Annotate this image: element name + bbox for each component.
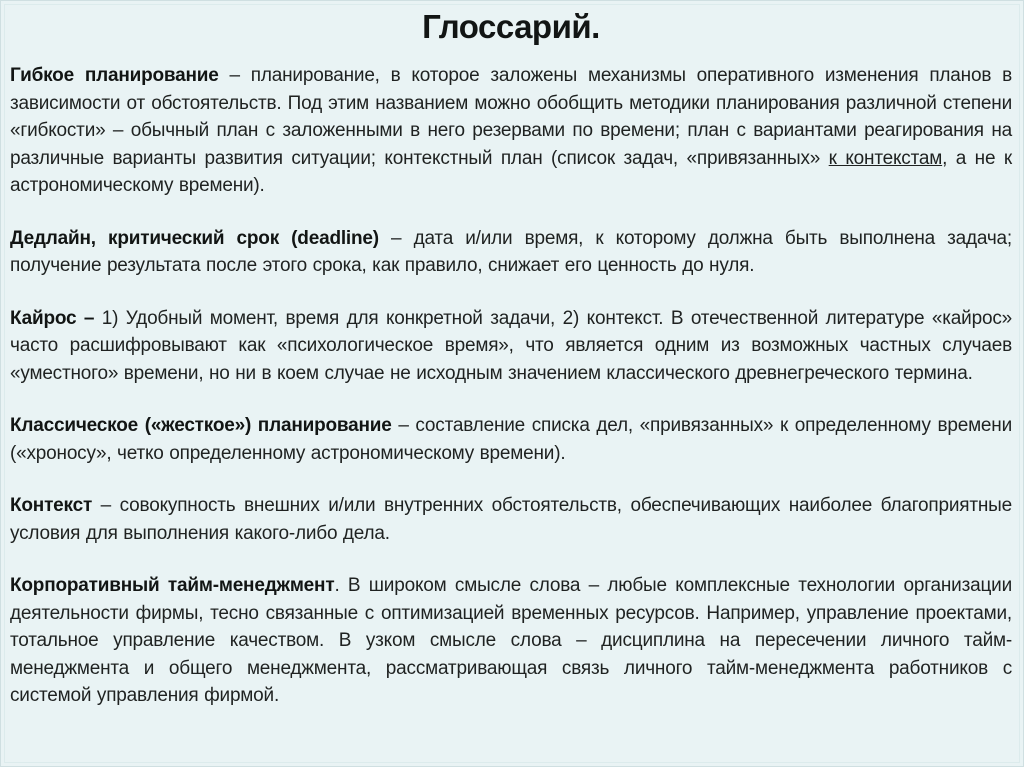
glossary-entry-corporate-tm: [10, 572, 1012, 710]
glossary-definition: составление списка дел, «привязанных» к определенному времени («хроносу», четко определенному астрономическому времени).: [10, 415, 1013, 464]
glossary-term: Корпоративный тайм-менеджмент: [10, 575, 335, 596]
glossary-entry-kairos: [10, 305, 1012, 388]
term-separator: –: [218, 65, 251, 86]
glossary-entry-context: [10, 492, 1012, 547]
term-separator: –: [378, 227, 414, 249]
glossary-term: Гибкое планирование: [10, 65, 219, 86]
glossary-definition-tail: , а не к астрономическому времени).: [10, 147, 1012, 196]
page-title: Глоссарий.: [422, 8, 600, 45]
glossary-term: Кайрос –: [10, 307, 95, 329]
glossary-entry-deadline: [10, 225, 1012, 280]
glossary-definition: совокупность внешних и/или внутренних обстоятельств, обеспечивающих наиболее благоприятные условия для выполнения какого-либо дела.: [10, 495, 1012, 544]
glossary-term: Дедлайн, критический срок (deadline): [10, 227, 379, 249]
underlined-text: к контекстам: [828, 147, 943, 169]
term-separator: –: [391, 415, 416, 436]
term-separator: [94, 308, 102, 329]
glossary-entry-flexible-planning: [10, 62, 1012, 200]
glossary-definition: дата и/или время, к которому должна быть выполнена задача; получение результата после этого срока, как правило, снижает его ценность до нуля.: [10, 227, 1012, 276]
term-separator: –: [92, 495, 120, 516]
glossary-definition: В широком смысле слова – любые комплексные технологии организации деятельности фирмы, тесно связанные с оптимизацией временных ресурсов. Например, управление проектами, тотальное управление качеством. В узком смысле слова – дисциплина на пересечении личного тайм-менеджмента и общего менеджмента, рассматривающая связь личного тайм-менеджмента работников с системой управления фирмой.: [10, 575, 1012, 706]
glossary-definition: планирование, в которое заложены механизмы оперативного изменения планов в зависимости от обстоятельств. Под этим названием можно обобщить методики планирования различной степени «гибкости» – обычный план с заложенными в него резервами по времени; план с вариантами реагирования на различные варианты развития ситуации; контекстный план (список задач, «привязанных»: [10, 65, 1013, 169]
glossary-definition: 1) Удобный момент, время для конкретной задачи, 2) контекст. В отечественной литературе «кайрос» часто расшифровывают как «психологическое время», что является одним из возможных частных случаев «уместного» времени, но ни в коем случае не исходным значением классического древнегреческого термина.: [10, 307, 1012, 384]
glossary-term: Классическое («жесткое») планирование: [10, 415, 392, 436]
term-separator: .: [334, 575, 348, 596]
slide-content: [1, 1, 1023, 710]
glossary-term: Контекст: [10, 495, 93, 516]
glossary-entry-classic-planning: [10, 412, 1012, 467]
